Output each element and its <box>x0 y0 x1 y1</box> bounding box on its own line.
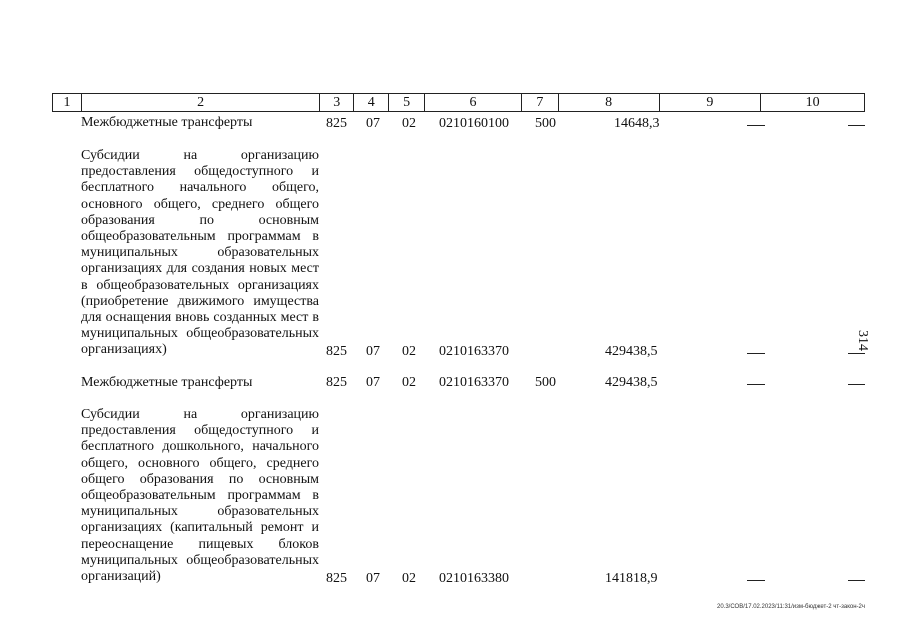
row-c3: 825 <box>326 571 347 586</box>
row-c8: 141818,9 <box>605 571 658 586</box>
row-c10-dash <box>848 580 865 581</box>
row-description: Межбюджетные трансферты <box>81 115 253 130</box>
header-cell-6: 6 <box>425 94 522 111</box>
header-cell-7: 7 <box>522 94 559 111</box>
row-c9-dash <box>747 125 765 126</box>
header-cell-2: 2 <box>82 94 320 111</box>
row-c5: 02 <box>402 375 416 390</box>
row-c10-dash <box>848 384 865 385</box>
row-c4: 07 <box>366 116 380 131</box>
row-description: Субсидии на организацию предоставления общедоступного и бесплатного дошкольного, начального общего, основного общего, среднего общего образования по основным общеобразовательным программам в муниципальных образовательных организациях (капитальный ремонт и переоснащение пищевых блоков муниципальных общеобразовательных организаций) <box>81 407 319 585</box>
header-cell-10: 10 <box>805 95 820 110</box>
row-c3: 825 <box>326 116 347 131</box>
row-c3: 825 <box>326 344 347 359</box>
row-description: Субсидии на организацию предоставления общедоступного и бесплатного начального общего, основного общего, среднего общего образования по основным общеобразовательным программам в муниципальных образовательных организациях для создания новых мест в общеобразовательных организациях (приобретение движимого имущества для оснащения вновь созданных мест в муниципальных общеобразовательных организациях) <box>81 148 319 358</box>
header-cell-4: 4 <box>354 94 389 111</box>
header-cell-5: 5 <box>389 94 425 111</box>
row-c7: 500 <box>535 116 556 131</box>
header-cell-9: 9 <box>660 94 762 111</box>
row-c5: 02 <box>402 571 416 586</box>
row-c7: 500 <box>535 375 556 390</box>
row-c4: 07 <box>366 344 380 359</box>
row-c9-dash <box>747 353 765 354</box>
row-c9-dash <box>747 580 765 581</box>
row-c10-dash <box>848 353 865 354</box>
row-c6: 0210163370 <box>439 375 509 390</box>
row-c5: 02 <box>402 116 416 131</box>
row-c6: 0210160100 <box>439 116 509 131</box>
page-number: 314 <box>855 330 870 351</box>
row-c9-dash <box>747 384 765 385</box>
row-c8: 14648,3 <box>614 116 660 131</box>
row-c6: 0210163380 <box>439 571 509 586</box>
row-c4: 07 <box>366 571 380 586</box>
row-c10-dash <box>848 125 865 126</box>
row-c3: 825 <box>326 375 347 390</box>
row-c8: 429438,5 <box>605 344 658 359</box>
row-c6: 0210163370 <box>439 344 509 359</box>
row-c4: 07 <box>366 375 380 390</box>
table-header <box>52 93 865 112</box>
header-cell-8: 8 <box>559 94 660 111</box>
row-c5: 02 <box>402 344 416 359</box>
footer-stamp: 20.3/СОВ/17.02.2023/11:31/изм-бюджет-2 чт-закон-2ч <box>716 604 865 610</box>
row-c8: 429438,5 <box>605 375 658 390</box>
header-cell-3: 3 <box>320 94 354 111</box>
row-description: Межбюджетные трансферты <box>81 375 253 390</box>
header-cell-1: 1 <box>53 94 82 111</box>
